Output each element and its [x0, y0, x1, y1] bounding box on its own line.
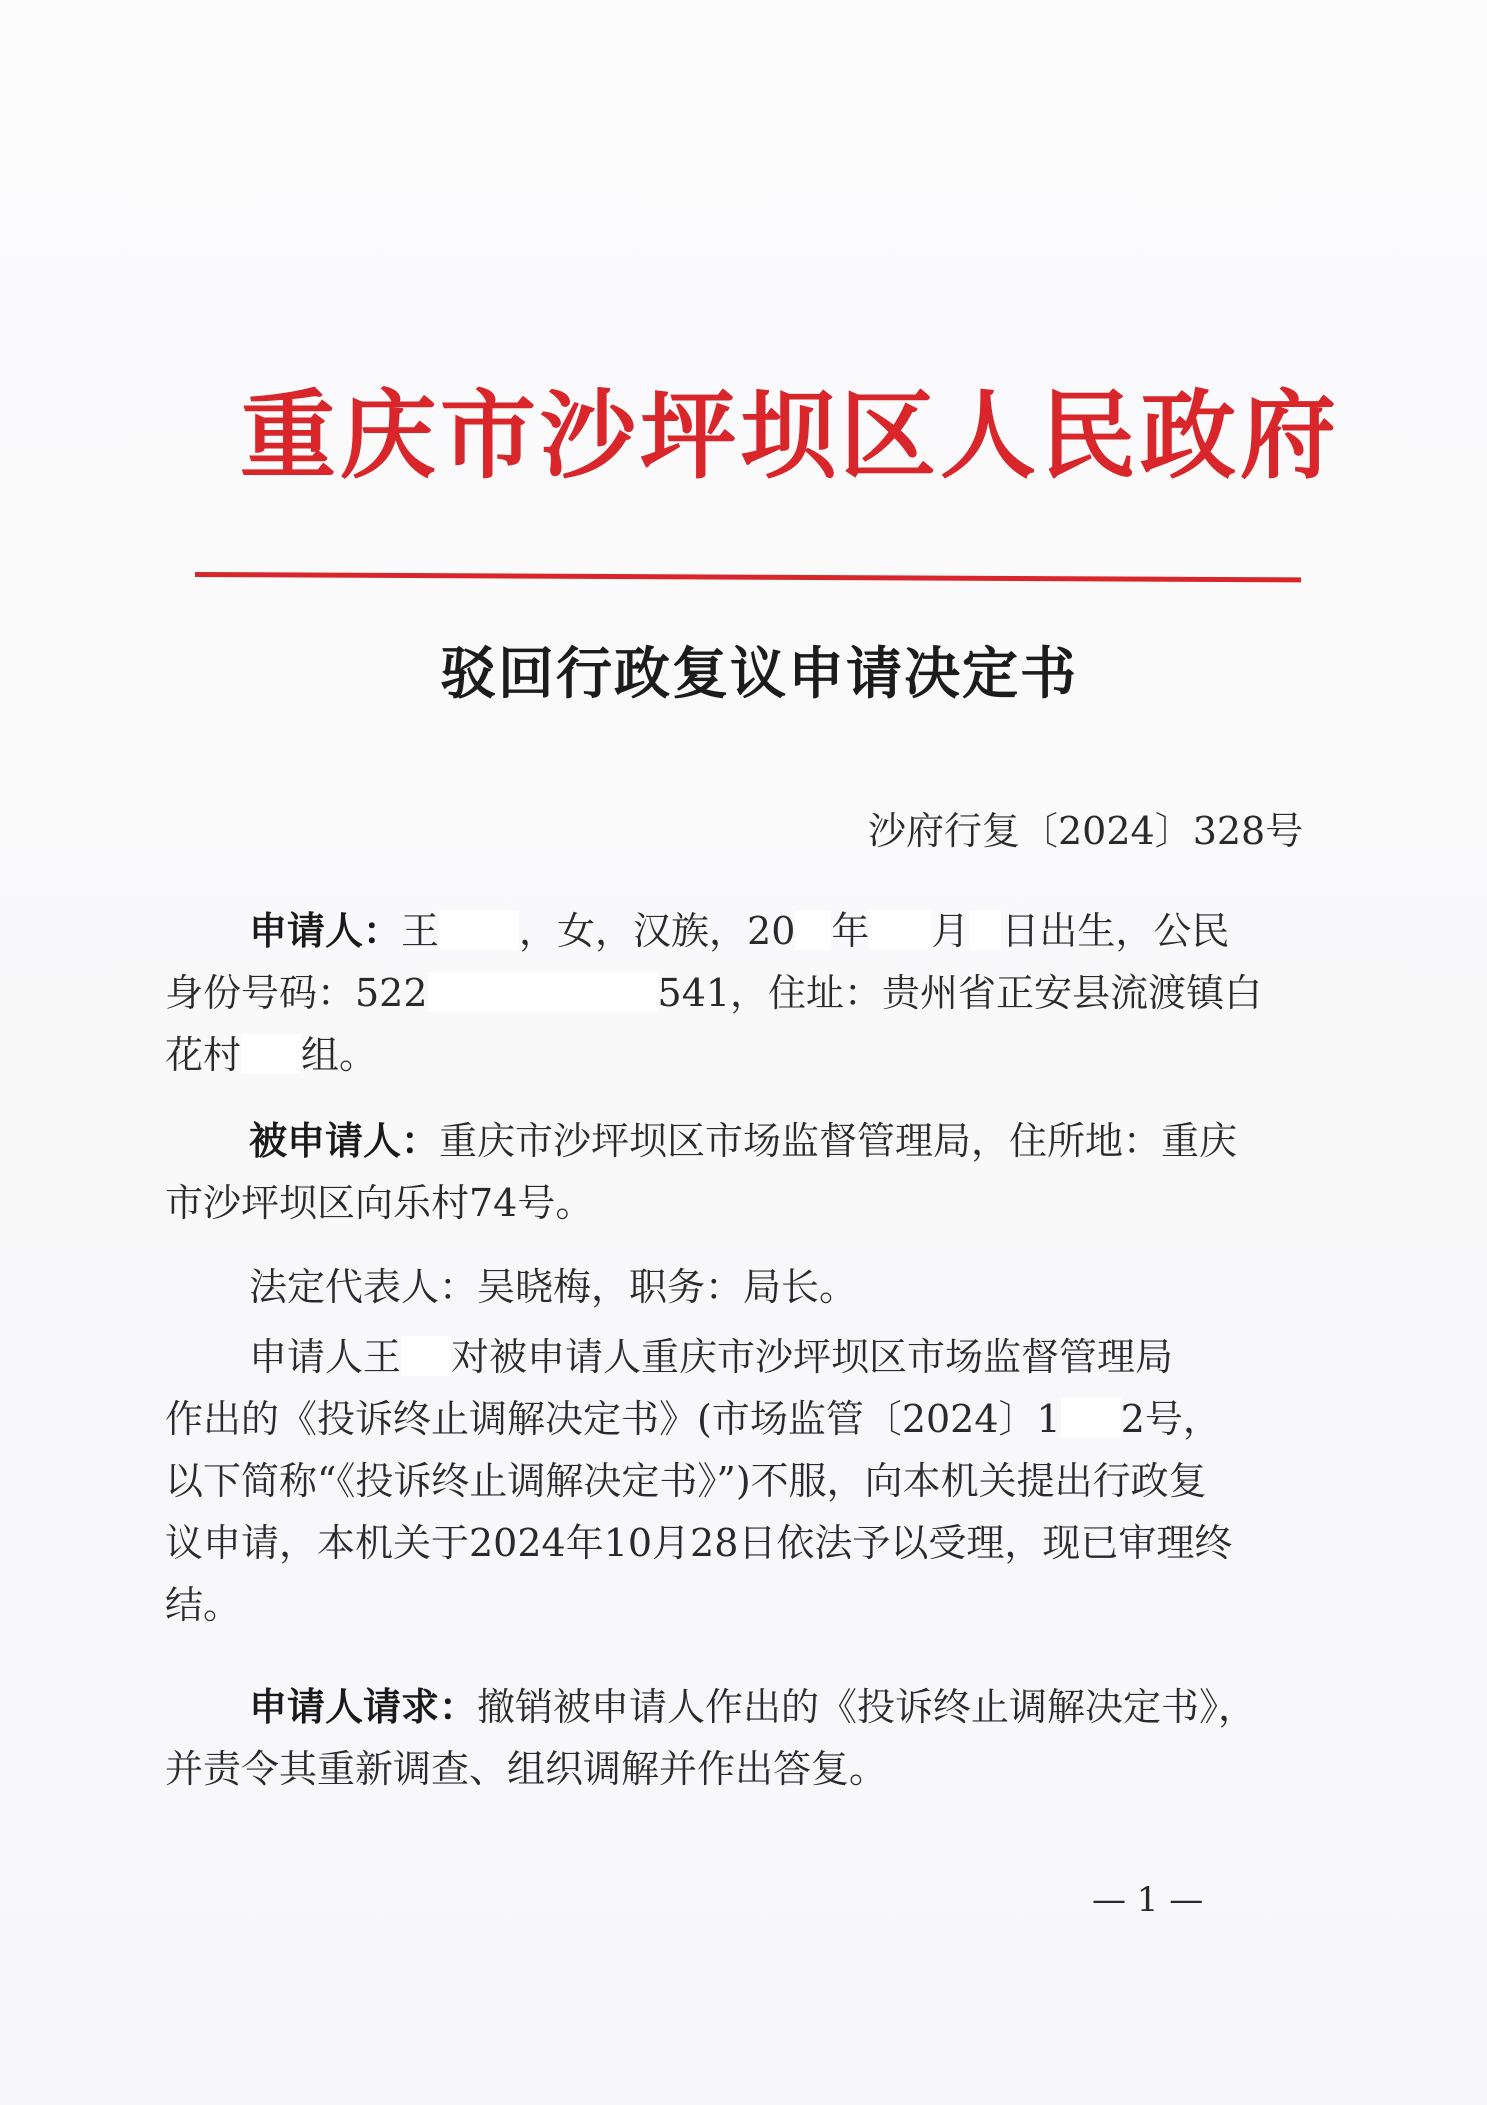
red-divider-line	[195, 572, 1301, 582]
redaction-block	[869, 910, 931, 950]
request-line-1-text: 撤销被申请人作出的《投诉终止调解决定书》，	[477, 1685, 1257, 1729]
document-title: 驳回行政复议申请决定书	[440, 641, 1078, 707]
case-intro-line-3: 以下简称“《投诉终止调解决定书》”)不服，向本机关提出行政复	[165, 1459, 1207, 1503]
page-number: — 1 —	[1092, 1880, 1204, 1920]
redaction-block	[1061, 1398, 1121, 1438]
applicant-birth-month: 月	[931, 909, 970, 953]
respondent-line-2: 市沙坪坝区向乐村74号。	[165, 1181, 594, 1225]
issuer-header: 重庆市沙坪坝区人民政府	[240, 379, 1340, 492]
case-intro-line-5: 结。	[165, 1583, 242, 1627]
applicant-id-suffix: 541，住址：贵州省正安县流渡镇白	[657, 971, 1263, 1015]
applicant-name-prefix: 王	[401, 909, 440, 953]
legal-rep-line: 法定代表人：吴晓梅，职务：局长。	[249, 1265, 858, 1309]
applicant-paragraph	[165, 900, 1295, 1086]
request-paragraph	[165, 1676, 1295, 1800]
request-line-1	[165, 1676, 1295, 1738]
request-label: 申请人请求：	[249, 1684, 478, 1729]
applicant-line-2	[165, 962, 1295, 1024]
legal-rep-paragraph	[165, 1256, 1295, 1318]
applicant-label: 申请人：	[249, 908, 402, 953]
applicant-id-label: 身份号码：522	[165, 971, 428, 1015]
applicant-line-1	[165, 900, 1295, 962]
applicant-address-group: 组。	[301, 1033, 378, 1077]
case-intro-line-1a: 申请人王	[249, 1335, 402, 1379]
case-intro-line-2b: 2号，	[1120, 1397, 1221, 1441]
redaction-block	[428, 972, 658, 1012]
document-number: 沙府行复〔2024〕328号	[868, 809, 1304, 853]
request-line-2: 并责令其重新调查、组织调解并作出答复。	[165, 1747, 888, 1791]
redaction-block	[795, 910, 831, 950]
case-intro-line-4: 议申请，本机关于2024年10月28日依法予以受理，现已审理终	[165, 1521, 1233, 1565]
respondent-line-1-text: 重庆市沙坪坝区市场监督管理局，住所地：重庆	[439, 1119, 1238, 1163]
redaction-block	[439, 910, 519, 950]
case-intro-paragraph	[165, 1326, 1295, 1636]
case-intro-line-1	[165, 1326, 1295, 1388]
applicant-birth-year-suffix: 年	[831, 909, 870, 953]
case-intro-line-1b: 对被申请人重庆市沙坪坝区市场监督管理局	[451, 1335, 1174, 1379]
applicant-line-3	[165, 1024, 1295, 1086]
case-intro-line-2	[165, 1388, 1295, 1450]
case-intro-line-2a: 作出的《投诉终止调解决定书》(市场监管〔2024〕1	[165, 1397, 1061, 1441]
redaction-block	[401, 1336, 451, 1376]
redaction-block	[241, 1034, 301, 1074]
applicant-address-village: 花村	[165, 1033, 242, 1077]
applicant-gender-ethnicity: ，女，汉族，20	[519, 909, 796, 953]
respondent-line-1	[165, 1110, 1295, 1172]
respondent-paragraph	[165, 1110, 1295, 1234]
respondent-label: 被申请人：	[249, 1118, 440, 1163]
redaction-block	[969, 910, 1001, 950]
applicant-birth-day: 日出生，公民	[1001, 909, 1230, 953]
